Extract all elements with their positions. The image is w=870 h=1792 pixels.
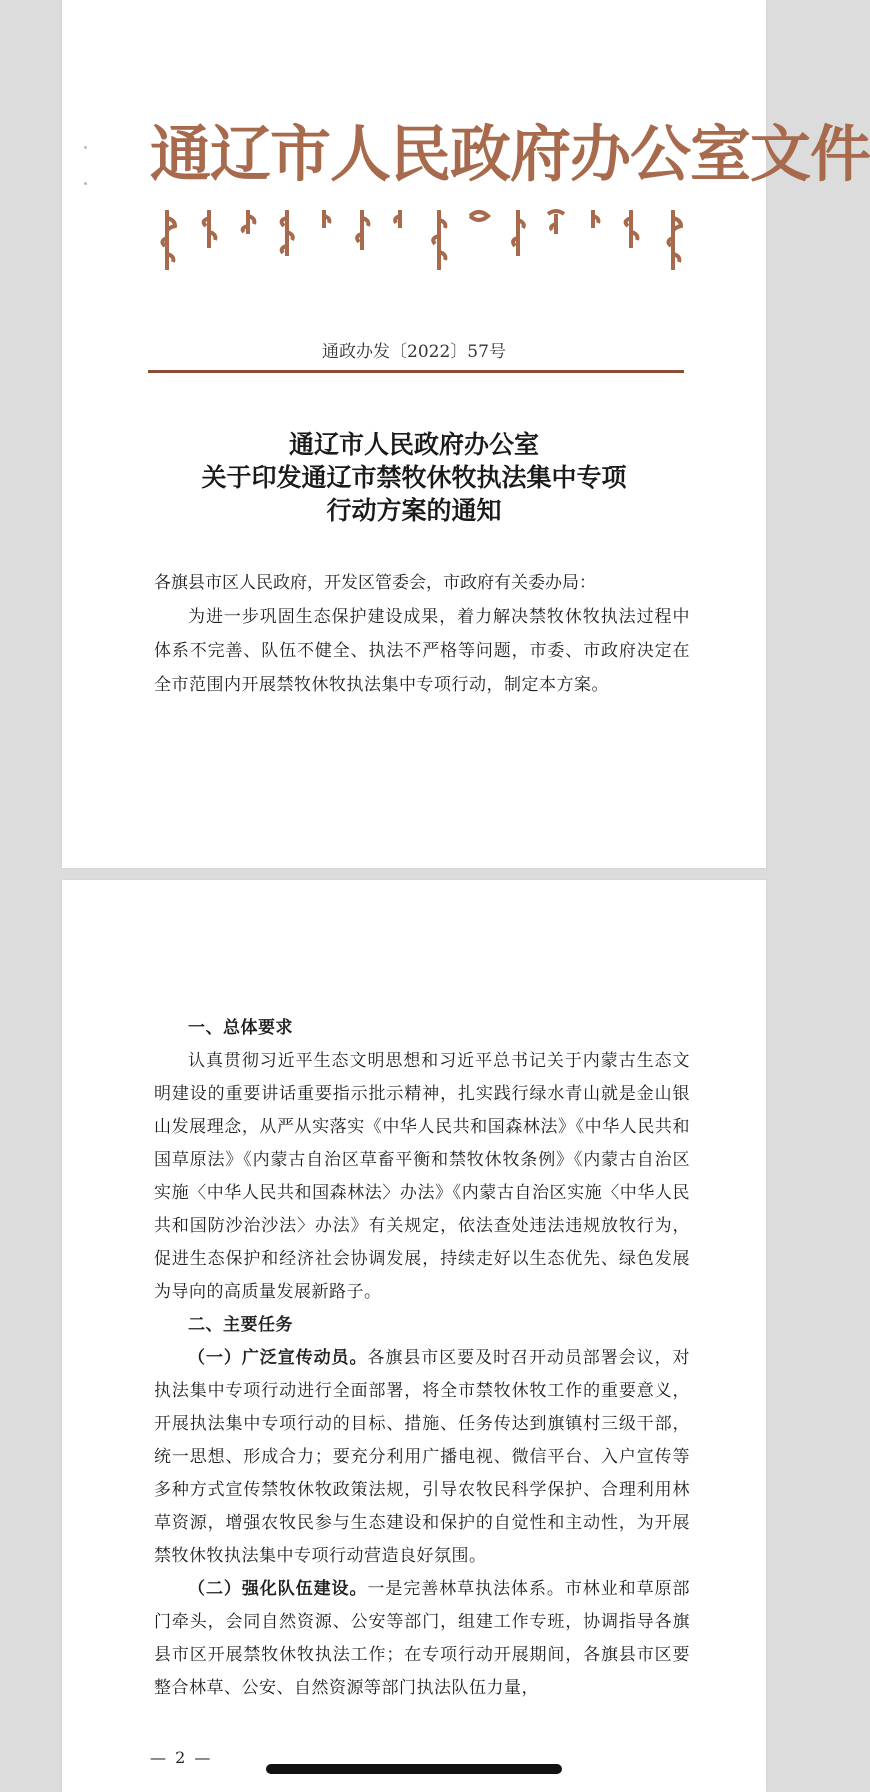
task-1-text: 各旗县市区要及时召开动员部署会议，对执法集中专项行动进行全面部署，将全市禁牧休牧工作的重要意义，开展执法集中专项行动的目标、措施、任务传达到旗镇村三级干部，统一思想、形成合力；要充分利用广播电视、微信平台、入户宣传等多种方式宣传禁牧休牧政策法规，引导农牧民科学保护、合理利用林草资源，增强农牧民参与生态建设和保护的自觉性和主动性，为开展禁牧休牧执法集中专项行动营造良好氛围。 [154,1348,691,1566]
document-page-1 [62,0,870,868]
document-number: 通政办发〔2022〕57号 [322,342,506,362]
mongolian-script-title-graphic [152,208,688,274]
page-2-body [154,1012,690,1705]
task-1-title: （一）广泛宣传动员。 [188,1348,368,1368]
section-heading-main-tasks: 二、主要任务 [188,1315,293,1335]
home-indicator-bar[interactable] [266,1764,562,1774]
intro-paragraph: 为进一步巩固生态保护建设成果，着力解决禁牧休牧执法过程中体系不完善、队伍不健全、执法不严格等问题，市委、市政府决定在全市范围内开展禁牧休牧执法集中专项行动，制定本方案。 [154,607,690,695]
section-1-paragraph: 认真贯彻习近平生态文明思想和习近平总书记关于内蒙古生态文明建设的重要讲话重要指示批示精神，扎实践行绿水青山就是金山银山发展理念，从严从实落实《中华人民共和国森林法》《中华人民共和国草原法》《内蒙古自治区草畜平衡和禁牧休牧条例》《内蒙古自治区实施〈中华人民共和国森林法〉办法》《内蒙古自治区实施〈中华人民共和国防沙治沙法〉办法》有关规定，依法查处违法违规放牧行为，促进生态保护和经济社会协调发展，持续走好以生态优先、绿色发展为导向的高质量发展新路子。 [154,1051,690,1302]
task-2-text: 一是完善林草执法体系。市林业和草原部门牵头，会同自然资源、公安等部门，组建工作专班，协调指导各旗县市区开展禁牧休牧执法工作；在专项行动开展期间，各旗县市区要整合林草、公安、自然资源等部门执法队伍力量， [154,1579,691,1698]
scan-speck [84,146,87,149]
section-heading-general-requirements: 一、总体要求 [188,1018,293,1038]
task-1-paragraph [154,1342,690,1573]
notice-title-line-1: 通辽市人民政府办公室 [288,430,539,459]
scan-speck [84,182,87,185]
notice-title-line-2: 关于印发通辽市禁牧休牧执法集中专项 [201,463,627,492]
notice-title-line-3: 行动方案的通知 [326,496,502,525]
page-number: — 2 — [150,1748,213,1767]
task-2-title: （二）强化队伍建设。 [188,1579,368,1599]
document-page-2 [62,880,766,1792]
header-divider-line [148,370,684,373]
addressee-line: 各旗县市区人民政府，开发区管委会，市政府有关委办局： [154,573,596,593]
red-header-title: 通辽市人民政府办公室文件 [150,119,870,190]
task-2-paragraph [154,1573,690,1705]
notice-title [62,428,766,527]
